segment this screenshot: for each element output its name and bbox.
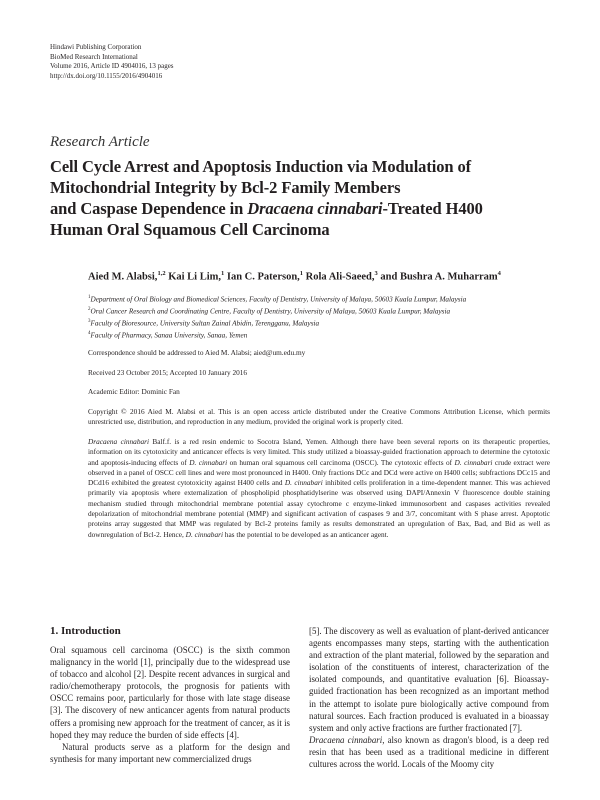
copyright-notice: Copyright © 2016 Aied M. Alabsi et al. This is an open access article distributed under the Creative Commons Attribution License, which permits unrestricted use, distribution, and reproduction in any medium, provided the original work is properly cited. bbox=[88, 407, 550, 427]
affiliation: $^2$Oral Cancer Research and Coordinating Centre, Faculty of Dentistry, University of Malaya, 50603 Kuala Lumpur, Malaysia bbox=[88, 306, 451, 316]
body-column-left bbox=[50, 644, 290, 765]
doi-link[interactable]: http://dx.doi.org/10.1155/2016/4904016 bbox=[50, 71, 163, 80]
academic-editor: Academic Editor: Dominic Fan bbox=[88, 387, 180, 396]
author: Ian C. Paterson, bbox=[226, 271, 300, 283]
publisher: Hindawi Publishing Corporation bbox=[50, 43, 142, 51]
journal-name: BioMed Research International bbox=[50, 52, 138, 61]
affiliation: $^1$Department of Oral Biology and Biomedical Sciences, Faculty of Dentistry, University of Malaya, 50603 Kuala Lumpur, Malaysia bbox=[88, 295, 467, 304]
title-line: Human Oral Squamous Cell Carcinoma bbox=[50, 220, 330, 239]
volume-info: Volume 2016, Article ID 4904016, 13 pages bbox=[50, 62, 174, 70]
author-list: Aied M. Alabsi,$^{1,2}$ Kai Li Lim,$^1$ Ian C. Paterson,$^1$ Rola Ali-Saeed,$^3$ and Bushra A. Muharram$^4$ bbox=[88, 270, 501, 283]
article-type: Research Article bbox=[50, 134, 150, 150]
author: Rola Ali-Saeed, bbox=[305, 271, 375, 283]
author: and Bushra A. Muharram bbox=[380, 271, 498, 283]
affiliation-list bbox=[88, 293, 466, 341]
affiliation: $^4$Faculty of Pharmacy, Sanaa University, Sanaa, Yemen bbox=[88, 330, 248, 340]
correspondence: Correspondence should be addressed to Aied M. Alabsi; aied@um.edu.my bbox=[88, 348, 306, 357]
paragraph: Natural products serve as a platform for the design and synthesis for many important new commercialized drugs bbox=[50, 741, 290, 764]
abstract: Dracaena cinnabari Balf.f. is a red resin endemic to Socotra Island, Yemen. Although there have been several reports on its therapeutic properties, information on its cytotoxicity and anticancer effects is very limited. This study utilized a bioassay-guided fractionation approach to determine the cytotoxic and apoptosis-inducing effects of D. cinnabari on human oral squamous cell carcinoma (OSCC). The cytotoxic effects of D. cinnabari crude extract were observed in a panel of OSCC cell lines and were most pronounced in H400. Only fractions DCc and DCd were active on H400 cells; subfractions DCc15 and DCd16 exhibited the greatest cytotoxicity against H400 cells and D. cinnabari inhibited cells proliferation in a time-dependent manner. This was achieved primarily via apoptosis where externalization of phospholipid phosphatidylserine was observed using DAPI/Annexin V fluorescence double staining mechanism studied through mitochondrial membrane potential assay cytochrome c enzyme-linked immunosorbent and caspases activities revealed depolarization of mitochondrial membrane potential (MMP) and significant activation of caspases 9 and 3/7, concomitant with S phase arrest. Apoptotic proteins array suggested that MMP was regulated by Bcl-2 proteins family as results demonstrated an upregulation of Bax, Bad, and Bid as well as downregulation of Bcl-2. Hence, D. cinnabari has the potential to be developed as an anticancer agent. bbox=[88, 437, 551, 539]
author: Aied M. Alabsi, bbox=[88, 271, 158, 283]
paragraph: [5]. The discovery as well as evaluation of plant-derived anticancer agents encompasses many steps, starting with the authentication and extraction of the plant material, followed by the separation and isolation of the constituents of interest, characterization of the isolated compounds, and quantitative evaluation [6]. Bioassay-guided fractionation has been recognized as an important method in the attempt to isolate pure biologically active compound from natural sources. Each fraction produced is evaluated in a bioassay system and only active fractions are further fractionated [7]. bbox=[309, 626, 549, 733]
title-line: Mitochondrial Integrity by Bcl-2 Family Members bbox=[50, 178, 401, 197]
paragraph: Oral squamous cell carcinoma (OSCC) is the sixth common malignancy in the world [1], principally due to the widespread use of tobacco and alcohol [2]. Despite recent advances in surgical and radio/chemotherapy protocols, the prognosis for patients with OSCC remains poor, particularly for those with late stage disease [3]. The discovery of new anticancer agents from natural products offers a promising new approach for the treatment of cancer, as it is hoped they may reduce the burden of side effects [4]. bbox=[50, 645, 290, 740]
section-heading: 1. Introduction bbox=[50, 625, 121, 637]
received-date: Received 23 October 2015; Accepted 10 January 2016 bbox=[88, 368, 248, 377]
title-line: and Caspase Dependence in Dracaena cinnabari-Treated H400 bbox=[50, 199, 483, 218]
body-column-right bbox=[309, 625, 549, 770]
journal-header bbox=[50, 43, 174, 81]
paragraph: Dracaena cinnabari, also known as dragon's blood, is a deep red resin that has been used as a traditional medicine in different cultures across the world. Locals of the Moomy city bbox=[309, 734, 549, 770]
author: Kai Li Lim, bbox=[168, 271, 221, 283]
title-line: Cell Cycle Arrest and Apoptosis Induction via Modulation of bbox=[50, 157, 472, 176]
paper-title bbox=[50, 156, 550, 240]
affiliation: $^3$Faculty of Bioresource, University Sultan Zainal Abidin, Terengganu, Malaysia bbox=[88, 318, 320, 328]
